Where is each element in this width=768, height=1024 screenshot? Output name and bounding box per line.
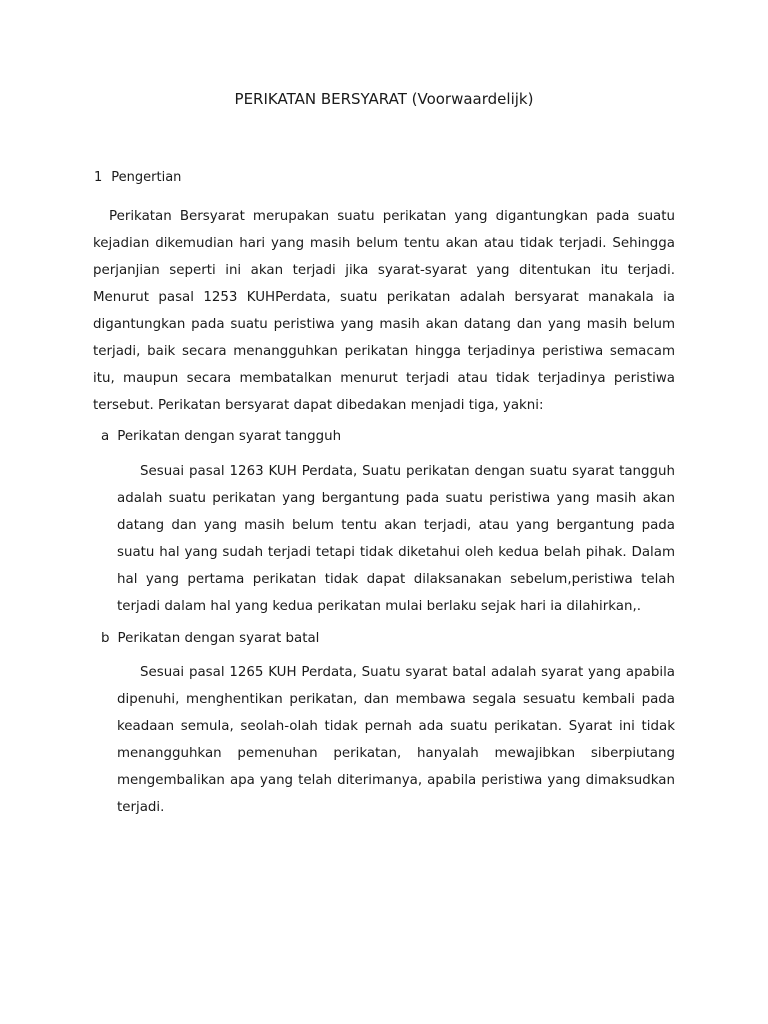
item-marker-b: b (101, 631, 110, 646)
item-paragraph-b: Sesuai pasal 1265 KUH Perdata, Suatu syarat batal adalah syarat yang apabila dipenuhi, menghentikan perikatan, dan membawa segala sesuatu kembali pada keadaan semula, seolah-olah tidak pernah ada suatu perikatan. Syarat ini tidak menangguhkan pemenuhan perikatan, hanyalah mewajibkan siberpiutang mengembalikan apa yang telah diterimanya, apabila peristiwa yang dimaksudkan terjadi. (117, 665, 675, 815)
item-heading-text-b: Perikatan dengan syarat batal (117, 631, 320, 646)
item-heading-text-a: Perikatan dengan syarat tangguh (117, 429, 342, 444)
section-number: 1 (94, 170, 103, 185)
item-paragraph-a: Sesuai pasal 1263 KUH Perdata, Suatu perikatan dengan suatu syarat tangguh adalah suatu perikatan yang bergantung pada suatu peristiwa yang masih akan datang dan yang masih belum tentu akan terjadi, atau yang bergantung pada suatu hal yang sudah terjadi tetapi tidak diketahui oleh kedua belah pihak. Dalam hal yang pertama perikatan tidak dapat dilaksanakan sebelum,peristiwa telah terjadi dalam hal yang kedua perikatan mulai berlaku sejak hari ia dilahirkan,. (117, 464, 675, 614)
section-paragraph: Perikatan Bersyarat merupakan suatu perikatan yang digantungkan pada suatu kejadian dikemudian hari yang masih belum tentu akan atau tidak terjadi. Sehingga perjanjian seperti ini akan terjadi jika syarat-syarat yang ditentukan itu terjadi. Menurut pasal 1253 KUHPerdata, suatu perikatan adalah bersyarat manakala ia digantungkan pada suatu peristiwa yang masih akan datang dan yang masih belum terjadi, baik secara menangguhkan perikatan hingga terjadinya peristiwa semacam itu, maupun secara membatalkan menurut terjadi atau tidak terjadinya peristiwa tersebut. Perikatan bersyarat dapat dibedakan menjadi tiga, yakni: (93, 209, 675, 413)
document-title: PERIKATAN BERSYARAT (Voorwaardelijk) (234, 90, 534, 108)
section-heading-text: Pengertian (111, 170, 182, 185)
item-heading-a (101, 427, 341, 447)
item-heading-b (101, 629, 319, 649)
section-heading (94, 168, 181, 188)
item-marker-a: a (101, 429, 110, 444)
